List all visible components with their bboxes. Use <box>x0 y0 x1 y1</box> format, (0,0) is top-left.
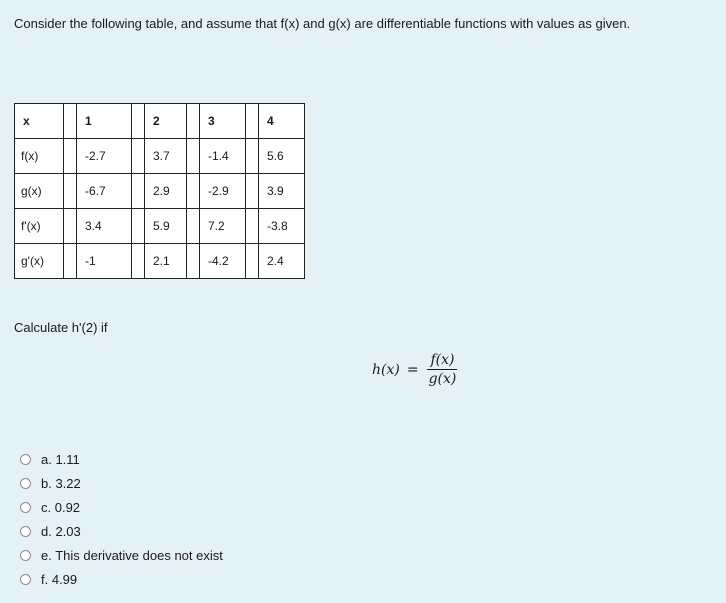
option-e[interactable] <box>20 543 223 567</box>
option-label[interactable]: f. 4.99 <box>41 571 78 587</box>
formula <box>372 352 459 387</box>
table-header-row <box>15 104 304 139</box>
formula-numerator: f(x) <box>427 352 457 370</box>
table-cell: -3.8 <box>259 209 304 244</box>
table-cell: -1.4 <box>200 139 246 174</box>
table-cell: 5.6 <box>259 139 304 174</box>
table-cell: 3.7 <box>145 139 187 174</box>
row-label: g'(x) <box>15 244 64 278</box>
table-cell: -6.7 <box>77 174 132 209</box>
option-label[interactable]: d. 2.03 <box>41 523 81 539</box>
table-row <box>15 139 304 174</box>
table-header-cell: 3 <box>200 104 246 139</box>
radio-button-icon[interactable] <box>20 550 31 561</box>
radio-button-icon[interactable] <box>20 574 31 585</box>
table-cell: 3.9 <box>259 174 304 209</box>
table-cell: 3.4 <box>77 209 132 244</box>
table-header-cell: 4 <box>259 104 304 139</box>
radio-button-icon[interactable] <box>20 526 31 537</box>
table-cell: 2.1 <box>145 244 187 278</box>
option-label[interactable]: e. This derivative does not exist <box>41 547 223 563</box>
option-label[interactable]: c. 0.92 <box>41 499 81 515</box>
table-cell: -2.7 <box>77 139 132 174</box>
question-intro: Consider the following table, and assume that f(x) and g(x) are differentiable functions with values as given. <box>14 16 631 31</box>
values-table <box>14 103 305 279</box>
table-cell: 7.2 <box>200 209 246 244</box>
radio-button-icon[interactable] <box>20 454 31 465</box>
table-cell: -2.9 <box>200 174 246 209</box>
option-a[interactable] <box>20 447 223 471</box>
table-row <box>15 174 304 209</box>
table-cell: -4.2 <box>200 244 246 278</box>
radio-button-icon[interactable] <box>20 478 31 489</box>
option-b[interactable] <box>20 471 223 495</box>
formula-fraction <box>426 352 460 387</box>
option-c[interactable] <box>20 495 223 519</box>
radio-button-icon[interactable] <box>20 502 31 513</box>
table-row <box>15 209 304 244</box>
option-d[interactable] <box>20 519 223 543</box>
table-row <box>15 244 304 278</box>
row-label: f'(x) <box>15 209 64 244</box>
question-prompt: Calculate h'(2) if <box>14 320 108 335</box>
option-f[interactable] <box>20 567 223 591</box>
table-header-cell: 2 <box>145 104 187 139</box>
row-label: f(x) <box>15 139 64 174</box>
table-cell: -1 <box>77 244 132 278</box>
table-header-cell: 1 <box>77 104 132 139</box>
option-label[interactable]: b. 3.22 <box>41 475 81 491</box>
formula-equals: = <box>406 361 419 378</box>
formula-lhs: h(x) <box>372 361 400 378</box>
option-label[interactable]: a. 1.11 <box>41 451 80 467</box>
table-header-cell: x <box>15 104 64 139</box>
table-cell: 2.4 <box>267 254 284 268</box>
row-label: g(x) <box>15 174 64 209</box>
table-cell: 2.9 <box>145 174 187 209</box>
answer-options <box>20 447 223 591</box>
table-cell: 5.9 <box>145 209 187 244</box>
formula-denominator: g(x) <box>428 371 457 387</box>
